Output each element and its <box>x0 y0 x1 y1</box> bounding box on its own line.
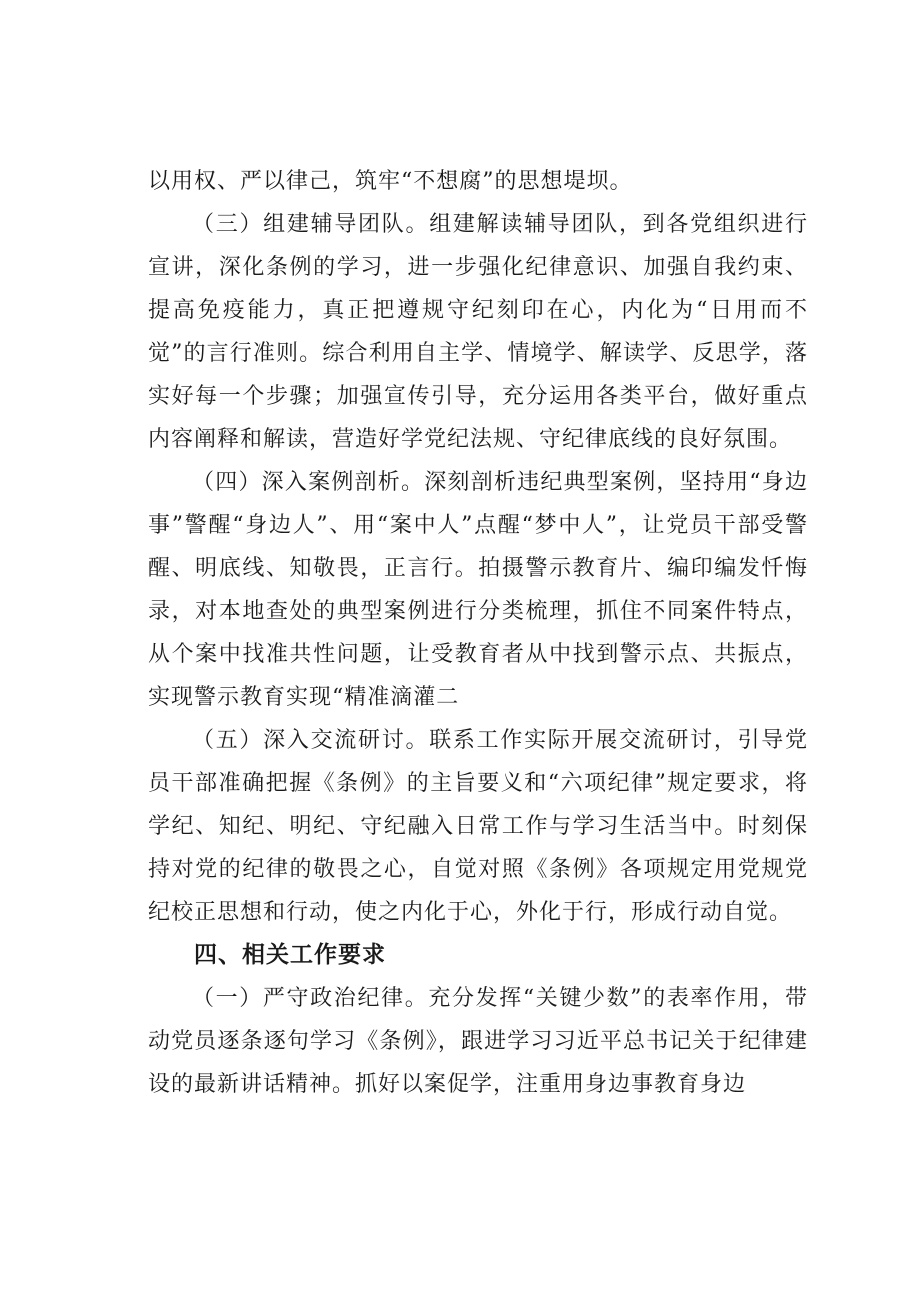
paragraph-section-3: （三）组建辅导团队。组建解读辅导团队，到各党组织进行宣讲，深化条例的学习，进一步强化纪律意识、加强自我约束、提高免疫能力，真正把遵规守纪刻印在心，内化为“日用而不觉”的言行准则。综合利用自主学、情境学、解读学、反思学，落实好每一个步骤；加强宣传引导，充分运用各类平台，做好重点内容阐释和解读，营造好学党纪法规、守纪律底线的良好氛围。 <box>148 212 808 452</box>
paragraph-section-4: （四）深入案例剖析。深刻剖析违纪典型案例，坚持用“身边事”警醒“身边人”、用“案中人”点醒“梦中人”，让党员干部受警醒、明底线、知敬畏，正言行。拍摄警示教育片、编印编发忏悔录，对本地查处的典型案例进行分类梳理，抓住不同案件特点，从个案中找准共性问题，让受教育者从中找到警示点、共振点，实现警示教育实现“精准滴灌二 <box>148 470 808 710</box>
paragraph-continuation: 以用权、严以律己，筑牢“不想腐”的思想堤坝。 <box>148 169 633 194</box>
paragraph-requirement-1: （一）严守政治纪律。充分发挥“关键少数”的表率作用，带动党员逐条逐句学习《条例》，跟进学习习近平总书记关于纪律建设的最新讲话精神。抓好以案促学，注重用身边事教育身边 <box>148 986 808 1097</box>
document-body <box>148 160 808 1106</box>
paragraph-section-5: （五）深入交流研讨。联系工作实际开展交流研讨，引导党员干部准确把握《条例》的主旨要义和“六项纪律”规定要求，将学纪、知纪、明纪、守纪融入日常工作与学习生活当中。时刻保持对党的纪律的敬畏之心，自觉对照《条例》各项规定用党规党纪校正思想和行动，使之内化于心，外化于行，形成行动自觉。 <box>148 728 808 925</box>
section-heading-requirements: 四、相关工作要求 <box>194 942 386 968</box>
